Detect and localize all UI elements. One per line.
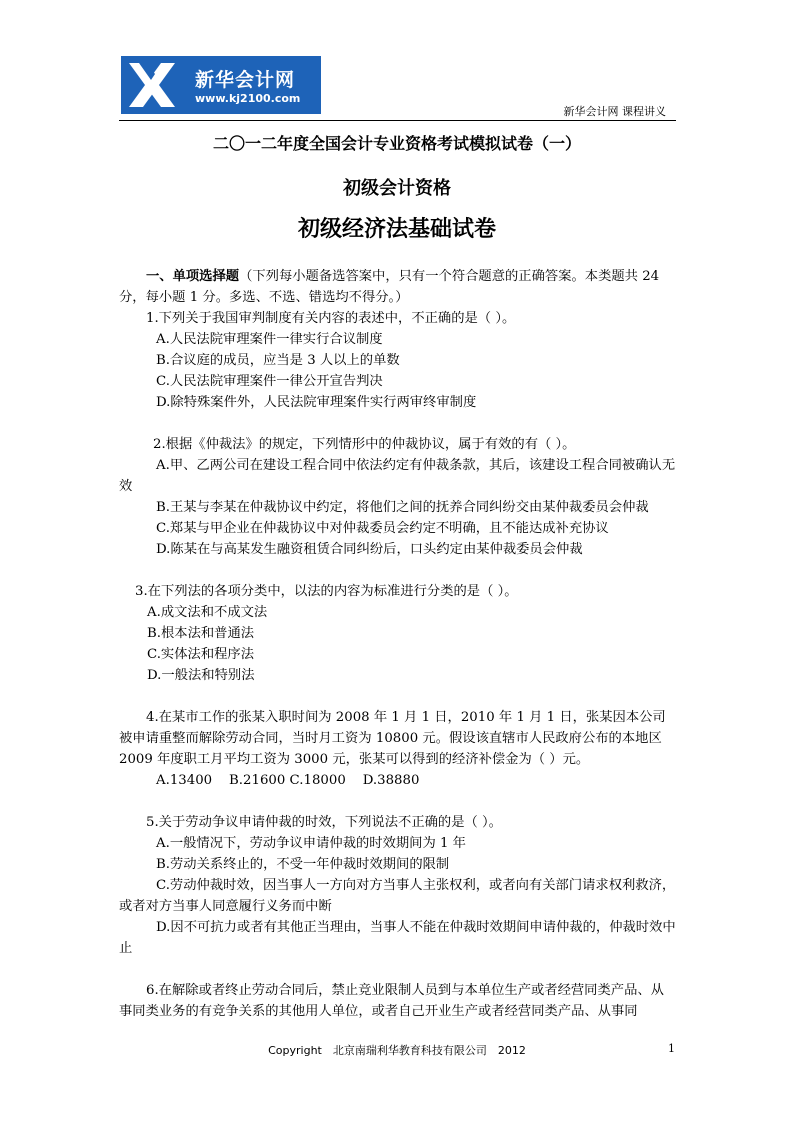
question-5-stem: 5.关于劳动争议申请仲裁的时效，下列说法不正确的是（ ）。: [146, 815, 502, 830]
header-divider: [119, 120, 676, 121]
exam-subject: 初级经济法基础试卷: [297, 216, 496, 242]
question-3-option-b: B.根本法和普通法: [147, 626, 255, 641]
question-4-stem: 4.在某市工作的张某入职时间为 2008 年 1 月 1 日，2010 年 1 月 1 日，张某因本公司被申请重整而解除劳动合同，当时月工资为 10800 元。假设该直辖市人民政府公布的本地区 2009 年度职工月平均工资为 3000 元，张某可以得到的经济补偿金为（ ）元。: [119, 710, 666, 767]
footer-copyright: Copyright 北京南瑞利华教育科技有限公司 2012: [268, 1044, 526, 1057]
question-3-option-c: C.实体法和程序法: [147, 647, 255, 662]
question-4-options: A.13400 B.21600 C.18000 D.38880: [156, 773, 420, 788]
page-number: 1: [668, 1042, 675, 1055]
question-3-option-d: D.一般法和特别法: [147, 668, 255, 683]
question-1-option-c: C.人民法院审理案件一律公开宣告判决: [156, 374, 383, 389]
question-3-option-a: A.成文法和不成文法: [147, 605, 268, 620]
question-5-option-b: B.劳动关系终止的，不受一年仲裁时效期间的限制: [156, 857, 450, 872]
question-5-option-a: A.一般情况下，劳动争议申请仲裁的时效期间为 1 年: [156, 836, 466, 851]
question-2-option-a: A.甲、乙两公司在建设工程合同中依法约定有仲裁条款，其后，该建设工程合同被确认无效: [119, 458, 676, 494]
question-2-option-d: D.陈某在与高某发生融资租赁合同纠纷后，口头约定由某仲裁委员会仲裁: [156, 542, 583, 557]
question-5-option-d: D.因不可抗力或者有其他正当理由，当事人不能在仲裁时效期间申请仲裁的，仲裁时效中止: [119, 920, 676, 956]
question-section: [119, 266, 677, 1022]
section-instructions: （下列每小题备选答案中，只有一个符合题意的正确答案。本类题共 24 分，每小题 1 分。多选、不选、错选均不得分。）: [119, 269, 660, 305]
header-course-label: 新华会计网 课程讲义: [563, 105, 666, 118]
exam-title: 二〇一二年度全国会计专业资格考试模拟试卷（一）: [212, 134, 581, 153]
question-3-stem: 3.在下列法的各项分类中，以法的内容为标准进行分类的是（ ）。: [135, 584, 518, 599]
question-2-stem: 2.根据《仲裁法》的规定，下列情形中的仲裁协议，属于有效的有（ ）。: [153, 437, 576, 452]
question-1-option-d: D.除特殊案件外，人民法院审理案件实行两审终审制度: [156, 395, 477, 410]
logo: [121, 56, 321, 114]
question-2-option-c: C.郑某与甲企业在仲裁协议中对仲裁委员会约定不明确，且不能达成补充协议: [156, 521, 609, 536]
exam-level: 初级会计资格: [343, 178, 451, 199]
section-heading: 一、单项选择题: [146, 269, 240, 284]
question-1-option-b: B.合议庭的成员，应当是 3 人以上的单数: [156, 353, 400, 368]
question-1-stem: 1.下列关于我国审判制度有关内容的表述中，不正确的是（ ）。: [146, 311, 516, 326]
logo-name: 新华会计网: [195, 69, 296, 91]
question-5-option-c: C.劳动仲裁时效，因当事人一方向对方当事人主张权利，或者向有关部门请求权利救济，或者对方当事人同意履行义务而中断: [119, 878, 676, 914]
section-intro: [119, 266, 677, 308]
logo-url: www.kj2100.com: [195, 92, 301, 105]
x-logo-icon: [125, 59, 179, 111]
question-6-stem: 6.在解除或者终止劳动合同后，禁止竞业限制人员到与本单位生产或者经营同类产品、从事同类业务的有竞争关系的其他用人单位，或者自己开业生产或者经营同类产品、从事同: [119, 983, 664, 1019]
question-2-option-b: B.王某与李某在仲裁协议中约定，将他们之间的抚养合同纠纷交由某仲裁委员会仲裁: [156, 500, 649, 515]
question-1-option-a: A.人民法院审理案件一律实行合议制度: [156, 332, 383, 347]
